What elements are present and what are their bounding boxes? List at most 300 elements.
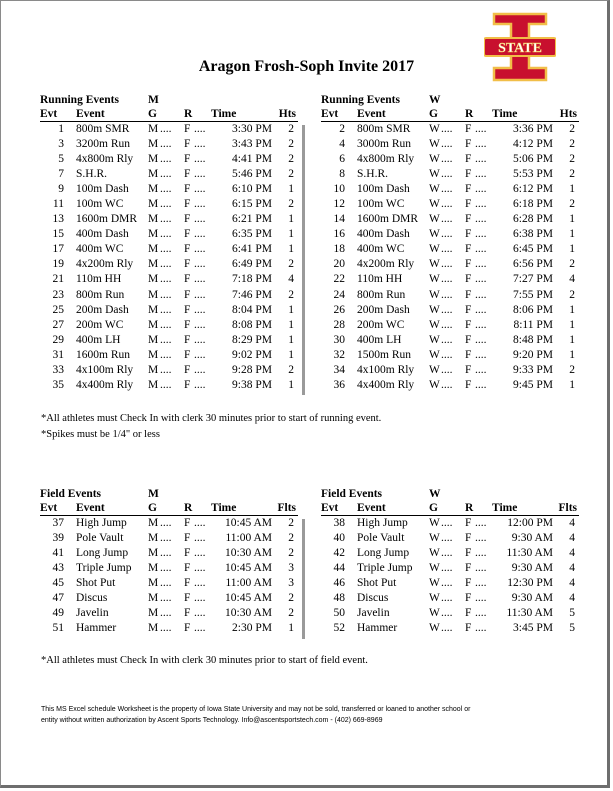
round-code: F	[465, 168, 472, 181]
page-title: Aragon Frosh-Soph Invite 2017	[198, 58, 415, 75]
round-code: F	[184, 607, 191, 620]
table-row	[321, 212, 579, 227]
heat-count: 2	[288, 517, 294, 529]
leader-dots: ....	[475, 288, 487, 301]
event-name: Discus	[76, 592, 108, 605]
gender-code: M	[148, 303, 159, 316]
leader-dots: ....	[441, 517, 453, 529]
round-code: F	[184, 168, 191, 181]
event-time: 9:45 PM	[513, 378, 553, 391]
leader-dots: ....	[441, 592, 453, 605]
table-row	[321, 591, 579, 606]
round-code: F	[465, 318, 472, 331]
heat-count: 1	[569, 333, 575, 346]
heat-count: 1	[288, 378, 294, 391]
col-header-event: Event	[357, 502, 386, 514]
event-number: 23	[52, 288, 64, 301]
col-header-r: R	[465, 108, 474, 120]
leader-dots: ....	[475, 273, 487, 286]
gender-code: M	[148, 153, 159, 166]
heat-count: 2	[288, 363, 294, 376]
table-row	[40, 561, 298, 576]
heat-count: 1	[288, 348, 294, 361]
table-row	[40, 272, 298, 287]
table-row	[40, 167, 298, 182]
event-number: 28	[333, 318, 345, 331]
gender-code: W	[429, 607, 440, 620]
col-header-evt: Evt	[321, 108, 339, 120]
heat-count: 2	[288, 258, 294, 271]
table-row	[40, 606, 298, 621]
round-code: F	[465, 138, 472, 151]
gender-code: M	[148, 532, 159, 545]
event-name: Long Jump	[76, 547, 129, 560]
round-code: F	[465, 183, 472, 196]
table-row	[321, 288, 579, 303]
table-row	[321, 272, 579, 287]
gender-code: M	[148, 378, 159, 391]
leader-dots: ....	[160, 378, 172, 391]
round-code: F	[184, 333, 191, 346]
event-number: 3	[58, 138, 64, 151]
leader-dots: ....	[160, 213, 172, 226]
gender-code: M	[148, 607, 159, 620]
round-code: F	[465, 198, 472, 211]
event-time: 7:27 PM	[513, 273, 553, 286]
gender-code: W	[429, 258, 440, 271]
table-row	[40, 242, 298, 257]
footer-line: entity without written authorization by Ascent Sports Technology. Info@ascentsportstech.com - (402) 669-8969	[41, 717, 383, 724]
round-code: F	[465, 333, 472, 346]
event-number: 40	[333, 532, 345, 545]
leader-dots: ....	[194, 243, 206, 256]
column-header-row	[321, 108, 579, 122]
event-number: 11	[52, 198, 64, 211]
event-time: 3:45 PM	[513, 622, 553, 635]
round-code: F	[184, 532, 191, 545]
round-code: F	[465, 273, 472, 286]
event-number: 5	[58, 153, 64, 166]
event-name: Shot Put	[76, 577, 116, 590]
event-name: 100m WC	[357, 198, 405, 211]
heat-count: 1	[288, 243, 294, 256]
event-time: 6:15 PM	[232, 198, 272, 211]
round-code: F	[184, 183, 191, 196]
heat-count: 2	[288, 288, 294, 301]
event-name: S.H.R.	[76, 168, 107, 181]
event-number: 25	[52, 303, 64, 316]
round-code: F	[465, 577, 472, 590]
event-name: Javelin	[76, 607, 109, 620]
gender-code: W	[429, 243, 440, 256]
gender-code: W	[429, 547, 440, 560]
heat-count: 2	[288, 123, 294, 135]
event-time: 8:11 PM	[513, 318, 553, 331]
round-code: F	[184, 622, 191, 635]
heat-count: 4	[569, 273, 575, 286]
column-divider	[302, 125, 305, 395]
event-time: 3:43 PM	[232, 138, 272, 151]
table-row	[40, 227, 298, 242]
table-row	[321, 122, 579, 137]
leader-dots: ....	[475, 168, 487, 181]
gender-code: W	[429, 592, 440, 605]
leader-dots: ....	[475, 562, 487, 575]
col-header-heats: Hts	[278, 108, 296, 120]
leader-dots: ....	[475, 318, 487, 331]
event-number: 52	[333, 622, 345, 635]
event-number: 8	[339, 168, 345, 181]
event-number: 20	[333, 258, 345, 271]
event-number: 7	[58, 168, 64, 181]
heat-count: 2	[288, 198, 294, 211]
table-row	[321, 182, 579, 197]
round-code: F	[465, 303, 472, 316]
leader-dots: ....	[441, 213, 453, 226]
event-number: 50	[333, 607, 345, 620]
gender-code: M	[148, 258, 159, 271]
event-number: 17	[52, 243, 64, 256]
event-name: 3200m Run	[76, 138, 130, 151]
gender-code: M	[148, 123, 159, 135]
heat-count: 5	[569, 622, 575, 635]
event-name: 4x800m Rly	[357, 153, 415, 166]
event-name: 4x100m Rly	[357, 363, 415, 376]
event-time: 8:29 PM	[232, 333, 272, 346]
event-name: 3000m Run	[357, 138, 411, 151]
table-row	[40, 318, 298, 333]
leader-dots: ....	[475, 378, 487, 391]
col-header-time: Time	[492, 502, 518, 514]
leader-dots: ....	[194, 303, 206, 316]
leader-dots: ....	[475, 183, 487, 196]
leader-dots: ....	[475, 622, 487, 635]
leader-dots: ....	[475, 348, 487, 361]
event-name: 800m SMR	[357, 123, 411, 135]
gender-code: M	[148, 213, 159, 226]
event-time: 6:21 PM	[232, 213, 272, 226]
leader-dots: ....	[194, 288, 206, 301]
table-row	[40, 197, 298, 212]
event-name: Shot Put	[357, 577, 397, 590]
col-header-event: Event	[357, 108, 386, 120]
gender-code: M	[148, 348, 159, 361]
event-number: 19	[52, 258, 64, 271]
iowa-state-logo-icon	[484, 12, 556, 82]
event-number: 43	[52, 562, 64, 575]
event-time: 6:35 PM	[232, 228, 272, 241]
leader-dots: ....	[441, 547, 453, 560]
gender-code: W	[429, 562, 440, 575]
leader-dots: ....	[194, 153, 206, 166]
col-header-g: G	[148, 108, 157, 120]
leader-dots: ....	[160, 273, 172, 286]
gender-code: W	[429, 198, 440, 211]
heat-count: 1	[288, 318, 294, 331]
event-number: 30	[333, 333, 345, 346]
round-code: F	[465, 228, 472, 241]
leader-dots: ....	[194, 228, 206, 241]
event-number: 27	[52, 318, 64, 331]
col-header-evt: Evt	[40, 502, 58, 514]
event-number: 37	[52, 517, 64, 529]
running-events-men-table	[40, 94, 298, 393]
heat-count: 1	[288, 228, 294, 241]
gender-code: W	[429, 288, 440, 301]
column-header-row	[321, 502, 579, 516]
event-name: 800m Run	[76, 288, 125, 301]
leader-dots: ....	[441, 138, 453, 151]
round-code: F	[465, 123, 472, 135]
event-number: 42	[333, 547, 345, 560]
event-time: 11:30 AM	[506, 607, 553, 620]
heat-count: 1	[288, 333, 294, 346]
event-time: 10:30 AM	[225, 547, 272, 560]
event-name: Pole Vault	[76, 532, 124, 545]
event-name: 4x400m Rly	[357, 378, 415, 391]
table-row	[321, 363, 579, 378]
leader-dots: ....	[194, 123, 206, 135]
round-code: F	[465, 532, 472, 545]
heat-count: 2	[569, 153, 575, 166]
event-name: 400m WC	[357, 243, 405, 256]
event-name: Javelin	[357, 607, 390, 620]
heat-count: 3	[288, 562, 294, 575]
event-time: 9:20 PM	[513, 348, 553, 361]
leader-dots: ....	[441, 168, 453, 181]
round-code: F	[184, 517, 191, 529]
leader-dots: ....	[475, 532, 487, 545]
event-time: 6:41 PM	[232, 243, 272, 256]
leader-dots: ....	[194, 273, 206, 286]
leader-dots: ....	[441, 577, 453, 590]
event-name: 800m Run	[357, 288, 406, 301]
running-events-women-table	[321, 94, 579, 393]
gender-code: M	[148, 168, 159, 181]
event-time: 3:30 PM	[232, 123, 272, 135]
event-name: 110m HH	[357, 273, 403, 286]
round-code: F	[184, 592, 191, 605]
leader-dots: ....	[194, 547, 206, 560]
gender-code: M	[148, 592, 159, 605]
heat-count: 4	[569, 592, 575, 605]
event-name: 4x800m Rly	[76, 153, 134, 166]
leader-dots: ....	[194, 198, 206, 211]
event-name: Hammer	[357, 622, 398, 635]
event-time: 6:18 PM	[513, 198, 553, 211]
table-row	[40, 212, 298, 227]
round-code: F	[465, 243, 472, 256]
event-name: S.H.R.	[357, 168, 388, 181]
event-name: 400m Dash	[76, 228, 129, 241]
leader-dots: ....	[160, 562, 172, 575]
leader-dots: ....	[194, 562, 206, 575]
event-time: 5:53 PM	[513, 168, 553, 181]
heat-count: 1	[288, 303, 294, 316]
event-number: 21	[52, 273, 64, 286]
table-row	[40, 348, 298, 363]
round-code: F	[184, 273, 191, 286]
event-name: 4x200m Rly	[357, 258, 415, 271]
event-name: Discus	[357, 592, 389, 605]
leader-dots: ....	[160, 228, 172, 241]
col-header-time: Time	[211, 108, 237, 120]
leader-dots: ....	[160, 607, 172, 620]
event-time: 12:00 PM	[507, 517, 553, 529]
leader-dots: ....	[441, 198, 453, 211]
table-row	[40, 363, 298, 378]
heat-count: 5	[569, 607, 575, 620]
table-row	[321, 152, 579, 167]
event-number: 14	[333, 213, 345, 226]
round-code: F	[465, 592, 472, 605]
event-number: 38	[333, 517, 345, 529]
heat-count: 2	[288, 607, 294, 620]
leader-dots: ....	[160, 183, 172, 196]
event-name: 1600m DMR	[76, 213, 138, 226]
leader-dots: ....	[475, 258, 487, 271]
heat-count: 1	[569, 213, 575, 226]
table-row	[321, 516, 579, 531]
heat-count: 2	[569, 258, 575, 271]
gender-code: W	[429, 333, 440, 346]
event-number: 15	[52, 228, 64, 241]
table-row	[321, 546, 579, 561]
leader-dots: ....	[441, 532, 453, 545]
event-number: 10	[333, 183, 345, 196]
round-code: F	[184, 288, 191, 301]
section-title: Running Events	[40, 94, 119, 106]
col-header-r: R	[184, 502, 193, 514]
event-number: 29	[52, 333, 64, 346]
event-name: 200m Dash	[76, 303, 129, 316]
section-title: Running Events	[321, 94, 400, 106]
round-code: F	[184, 547, 191, 560]
round-code: F	[465, 213, 472, 226]
gender-code: M	[148, 562, 159, 575]
leader-dots: ....	[194, 577, 206, 590]
leader-dots: ....	[475, 547, 487, 560]
table-row	[40, 122, 298, 137]
leader-dots: ....	[475, 243, 487, 256]
round-code: F	[184, 198, 191, 211]
leader-dots: ....	[194, 607, 206, 620]
event-number: 36	[333, 378, 345, 391]
event-time: 7:55 PM	[513, 288, 553, 301]
event-number: 26	[333, 303, 345, 316]
gender-code: M	[148, 517, 159, 529]
gender-code: W	[429, 318, 440, 331]
event-time: 11:30 AM	[506, 547, 553, 560]
leader-dots: ....	[160, 198, 172, 211]
table-row	[321, 137, 579, 152]
leader-dots: ....	[160, 547, 172, 560]
round-code: F	[184, 348, 191, 361]
event-number: 47	[52, 592, 64, 605]
table-row	[321, 378, 579, 393]
heat-count: 4	[569, 562, 575, 575]
event-time: 10:45 AM	[225, 592, 272, 605]
leader-dots: ....	[475, 517, 487, 529]
leader-dots: ....	[441, 153, 453, 166]
leader-dots: ....	[475, 198, 487, 211]
event-name: 110m HH	[76, 273, 122, 286]
event-time: 8:08 PM	[232, 318, 272, 331]
leader-dots: ....	[441, 273, 453, 286]
leader-dots: ....	[160, 577, 172, 590]
gender-code: M	[148, 622, 159, 635]
heat-count: 2	[569, 138, 575, 151]
gender-code: W	[429, 363, 440, 376]
leader-dots: ....	[160, 517, 172, 529]
event-name: 4x200m Rly	[76, 258, 134, 271]
section-header-row	[40, 94, 298, 108]
event-name: 1600m Run	[76, 348, 130, 361]
gender-code: W	[429, 622, 440, 635]
gender-code: W	[429, 213, 440, 226]
round-code: F	[465, 562, 472, 575]
table-row	[40, 576, 298, 591]
event-name: Triple Jump	[357, 562, 413, 575]
heat-count: 1	[288, 183, 294, 196]
event-name: 100m WC	[76, 198, 124, 211]
event-name: 100m Dash	[357, 183, 410, 196]
event-number: 51	[52, 622, 64, 635]
event-name: Hammer	[76, 622, 117, 635]
leader-dots: ....	[160, 348, 172, 361]
leader-dots: ....	[160, 333, 172, 346]
event-number: 41	[52, 547, 64, 560]
event-name: 800m SMR	[76, 123, 130, 135]
leader-dots: ....	[441, 288, 453, 301]
col-header-evt: Evt	[321, 502, 339, 514]
round-code: F	[465, 378, 472, 391]
event-name: Triple Jump	[76, 562, 132, 575]
gender-code: M	[148, 318, 159, 331]
leader-dots: ....	[441, 622, 453, 635]
table-row	[321, 606, 579, 621]
heat-count: 1	[569, 228, 575, 241]
event-name: 1500m Run	[357, 348, 411, 361]
event-number: 18	[333, 243, 345, 256]
gender-code: W	[429, 228, 440, 241]
gender-label: M	[148, 94, 159, 106]
column-header-row	[40, 108, 298, 122]
leader-dots: ....	[194, 138, 206, 151]
event-time: 9:30 AM	[511, 562, 553, 575]
table-row	[40, 378, 298, 393]
event-time: 9:38 PM	[232, 378, 272, 391]
table-row	[321, 257, 579, 272]
event-number: 32	[333, 348, 345, 361]
leader-dots: ....	[441, 378, 453, 391]
heat-count: 2	[569, 123, 575, 135]
event-number: 13	[52, 213, 64, 226]
event-name: 100m Dash	[76, 183, 129, 196]
round-code: F	[465, 517, 472, 529]
event-number: 49	[52, 607, 64, 620]
heat-count: 2	[569, 198, 575, 211]
leader-dots: ....	[441, 348, 453, 361]
gender-code: M	[148, 547, 159, 560]
round-code: F	[465, 288, 472, 301]
table-row	[40, 288, 298, 303]
round-code: F	[184, 363, 191, 376]
event-name: Long Jump	[357, 547, 410, 560]
round-code: F	[184, 258, 191, 271]
event-name: 4x400m Rly	[76, 378, 134, 391]
col-header-time: Time	[492, 108, 518, 120]
